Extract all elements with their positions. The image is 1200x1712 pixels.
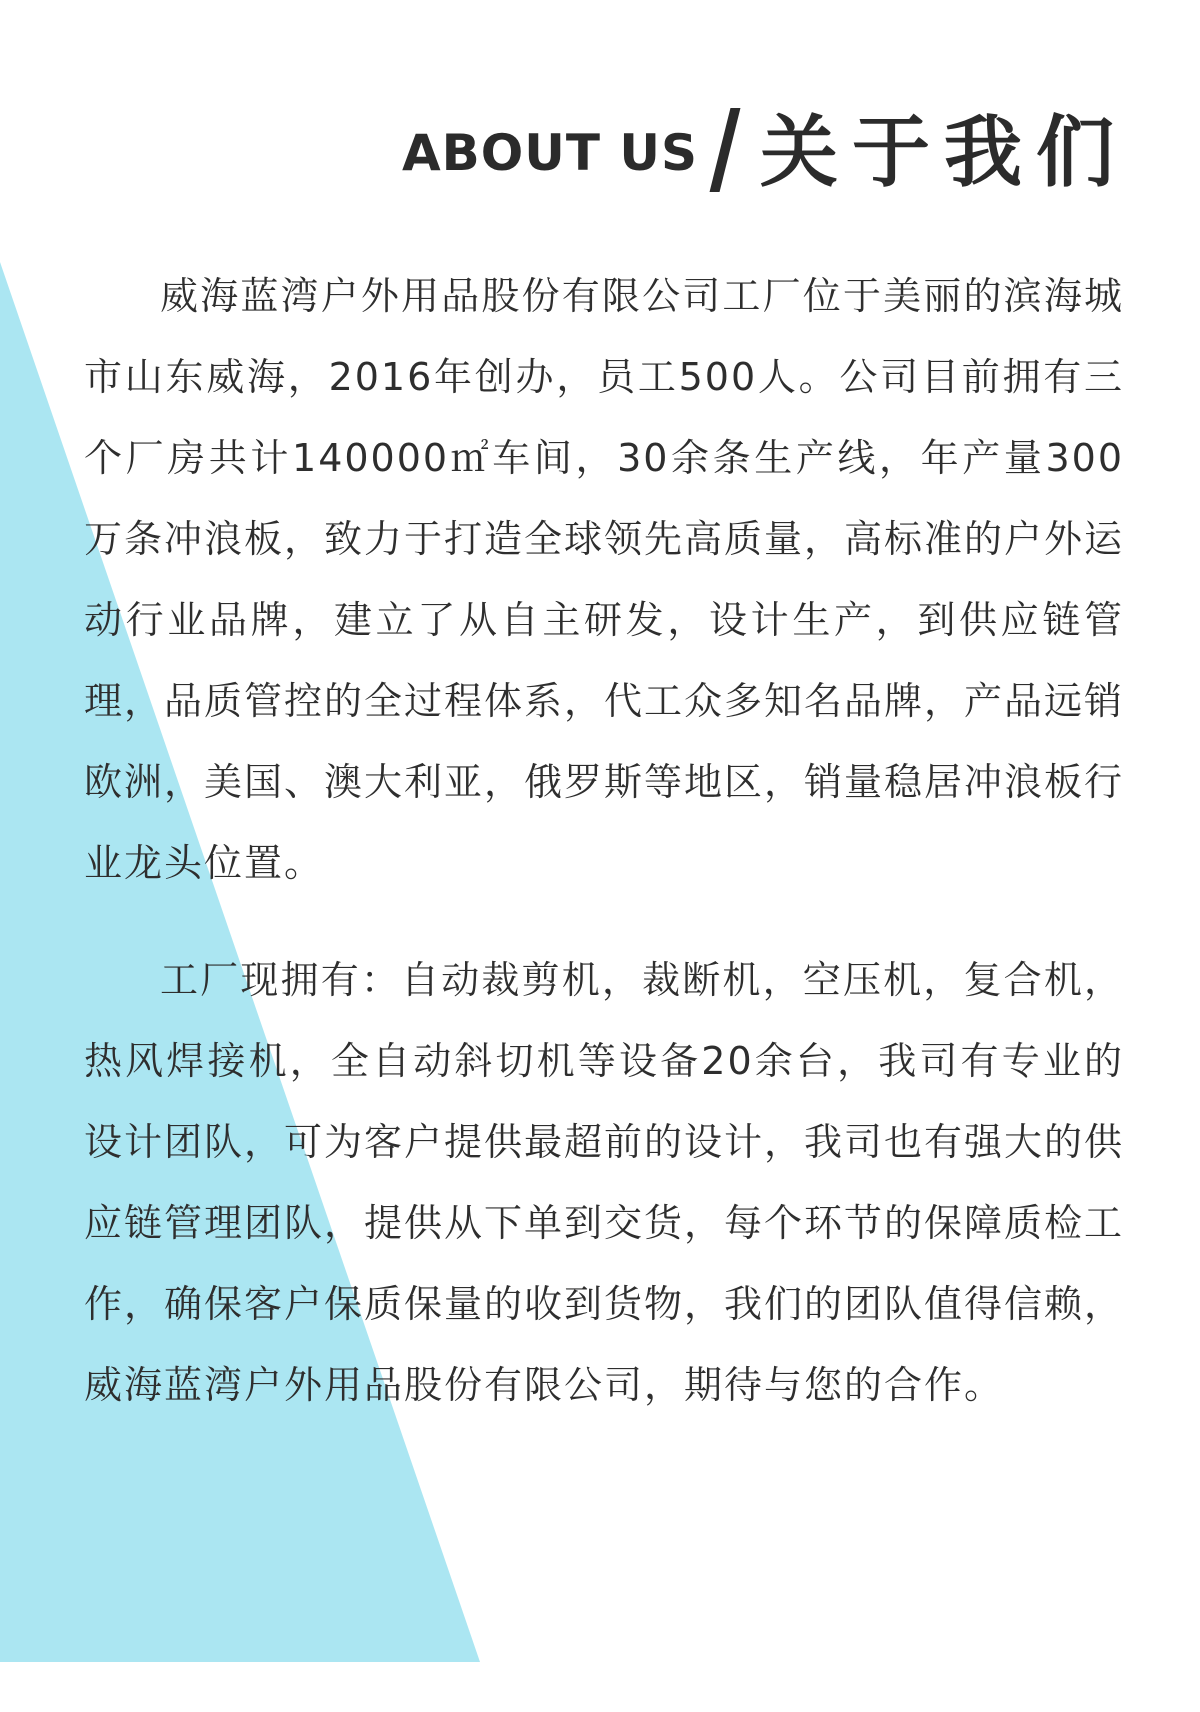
title-english: ABOUT US — [401, 124, 698, 182]
title-chinese: 关于我们 — [759, 108, 1128, 198]
about-body — [84, 256, 1124, 1426]
title-divider-slash — [710, 108, 741, 192]
paragraph-company-intro: 威海蓝湾户外用品股份有限公司工厂位于美丽的滨海城市山东威海，2016年创办，员工500人。公司目前拥有三个厂房共计140000㎡车间，30余条生产线，年产量300万条冲浪板，致力于打造全球领先高质量，高标准的户外运动行业品牌，建立了从自主研发，设计生产，到供应链管理，品质管控的全过程体系，代工众多知名品牌，产品远销欧洲，美国、澳大利亚，俄罗斯等地区，销量稳居冲浪板行业龙头位置。 — [84, 274, 1125, 885]
paragraph-factory-equipment: 工厂现拥有：自动裁剪机，裁断机，空压机，复合机，热风焊接机，全自动斜切机等设备20余台，我司有专业的设计团队，可为客户提供最超前的设计，我司也有强大的供应链管理团队，提供从下单到交货，每个环节的保障质检工作，确保客户保质保量的收到货物，我们的团队值得信赖，威海蓝湾户外用品股份有限公司，期待与您的合作。 — [84, 958, 1125, 1407]
page-title — [402, 90, 1128, 202]
